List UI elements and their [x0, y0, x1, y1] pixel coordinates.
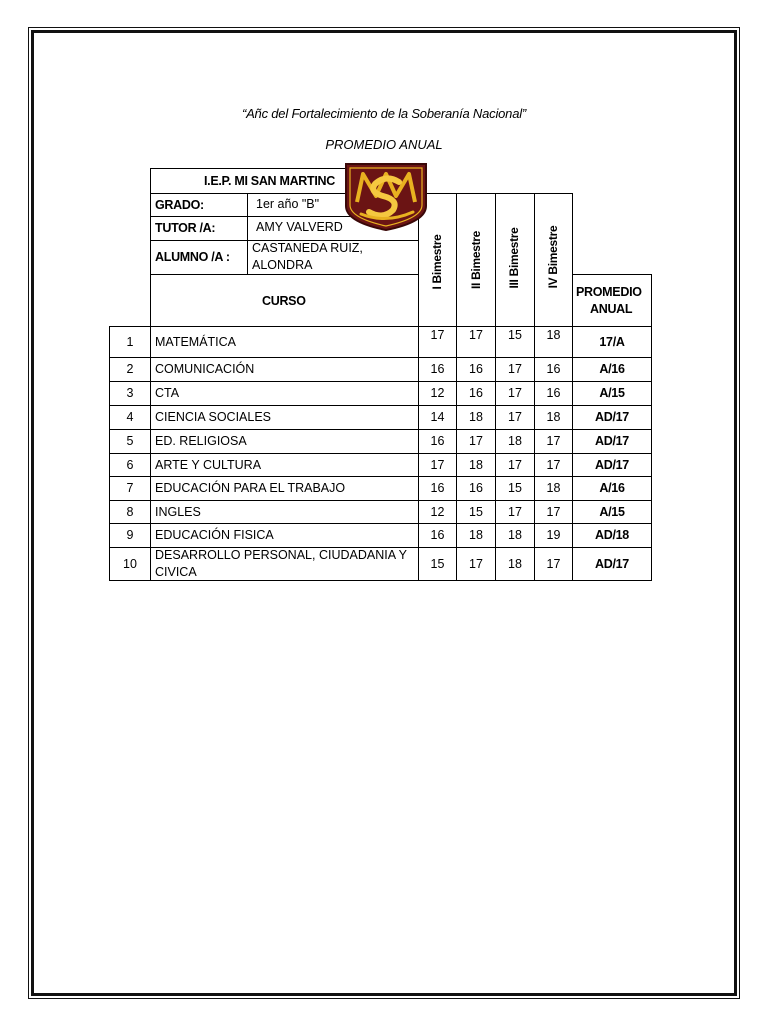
- row-number: 3: [126, 386, 134, 400]
- grade-b2: 18: [469, 528, 483, 542]
- grado-value: 1er año "B": [256, 197, 320, 211]
- grade-b2: 18: [469, 457, 483, 472]
- grade-b4: 19: [546, 528, 561, 542]
- grade-b2: 17: [469, 328, 483, 342]
- row-number: 5: [126, 434, 134, 448]
- grade-b4: 16: [546, 386, 561, 400]
- grade-b3: 17: [508, 504, 522, 519]
- grade-b3: 17: [508, 410, 522, 424]
- row-number: 2: [126, 362, 134, 376]
- grade-b4: 17: [546, 504, 561, 519]
- course-name: COMUNICACIÓN: [155, 362, 255, 376]
- grade-b3: 18: [508, 528, 522, 542]
- grade-b3: 18: [508, 434, 522, 448]
- course-name: CIENCIA SOCIALES: [155, 410, 272, 424]
- grade-b1: 14: [430, 410, 445, 424]
- b1-header: I Bimestre: [430, 234, 444, 290]
- grade-b1: 16: [430, 434, 445, 448]
- annual-average: AD/17: [595, 434, 629, 448]
- promedio-header-line2: ANUAL: [590, 302, 633, 316]
- grade-b4: 17: [546, 434, 561, 448]
- grade-b4: 17: [546, 457, 561, 472]
- promedio-header-line1: PROMEDIO: [576, 285, 642, 299]
- grade-b1: 16: [430, 481, 445, 495]
- course-name-line2: CIVICA: [155, 565, 197, 579]
- grade-b2: 16: [469, 362, 483, 376]
- grade-b2: 16: [469, 386, 483, 400]
- page-title: PROMEDIO ANUAL: [325, 137, 443, 152]
- alumno-value-line1: CASTANEDA RUIZ,: [252, 241, 363, 255]
- grade-b2: 18: [469, 410, 483, 424]
- grade-b4: 18: [546, 481, 561, 495]
- grade-b4: 18: [546, 410, 561, 424]
- b2-header: II Bimestre: [469, 230, 483, 290]
- row-number: 1: [126, 334, 134, 349]
- grade-b2: 16: [469, 481, 483, 495]
- course-name: CTA: [155, 386, 180, 400]
- curso-header: CURSO: [262, 294, 306, 308]
- course-name: EDUCACIÓN PARA EL TRABAJO: [155, 481, 346, 495]
- grade-b3: 15: [508, 328, 522, 342]
- alumno-label: ALUMNO /A :: [155, 250, 230, 264]
- row-curso-cell: [150, 381, 419, 406]
- row-number: 4: [126, 410, 134, 424]
- grade-b3: 15: [508, 481, 522, 495]
- annual-average: A/16: [599, 362, 625, 376]
- grade-b2: 17: [469, 434, 483, 448]
- grade-b1: 16: [430, 362, 445, 376]
- grade-b3: 18: [508, 556, 522, 571]
- alumno-value-line2: ALONDRA: [252, 258, 313, 272]
- school-name: I.E.P. MI SAN MARTINC: [204, 174, 335, 188]
- annual-average: A/16: [599, 481, 625, 495]
- grade-b1: 17: [430, 328, 445, 342]
- b3-header: III Bimestre: [507, 227, 521, 289]
- course-name: ARTE Y CULTURA: [155, 457, 262, 472]
- course-name: DESARROLLO PERSONAL, CIUDADANIA Y: [155, 548, 407, 562]
- annual-average: AD/18: [595, 528, 629, 542]
- course-name: EDUCACIÓN FISICA: [155, 528, 274, 542]
- grade-b1: 12: [430, 504, 445, 519]
- course-name: ED. RELIGIOSA: [155, 434, 247, 448]
- annual-average: AD/17: [595, 410, 629, 424]
- grade-b4: 18: [546, 328, 561, 342]
- grade-b2: 17: [469, 556, 483, 571]
- row-number: 6: [126, 457, 134, 472]
- grade-b1: 17: [430, 457, 445, 472]
- grade-b1: 16: [430, 528, 445, 542]
- row-number: 10: [123, 556, 137, 571]
- grade-b4: 17: [546, 556, 561, 571]
- course-name: INGLES: [155, 504, 201, 519]
- annual-average: A/15: [599, 386, 625, 400]
- b4-header: IV Bimestre: [546, 225, 560, 289]
- motto-text: “Añc del Fortalecimiento de la Soberanía Nacional”: [241, 106, 527, 121]
- grade-b1: 15: [430, 556, 445, 571]
- grade-b3: 17: [508, 457, 522, 472]
- grade-b2: 15: [469, 504, 483, 519]
- annual-average: A/15: [599, 504, 625, 519]
- promedio-header-cell: [572, 274, 652, 327]
- annual-average: AD/17: [595, 556, 629, 571]
- tutor-label: TUTOR /A:: [155, 221, 216, 235]
- annual-average: 17/A: [599, 334, 625, 349]
- grade-b3: 17: [508, 386, 522, 400]
- grado-label: GRADO:: [155, 198, 204, 212]
- row-number: 8: [126, 504, 134, 519]
- row-number: 9: [126, 528, 134, 542]
- grade-b3: 17: [508, 362, 522, 376]
- row-number: 7: [126, 481, 134, 495]
- course-name: MATEMÁTICA: [155, 334, 237, 349]
- annual-average: AD/17: [595, 457, 629, 472]
- grade-b1: 12: [430, 386, 445, 400]
- grade-b4: 16: [546, 362, 561, 376]
- tutor-value: AMY VALVERD: [256, 220, 343, 234]
- school-logo: [343, 160, 429, 232]
